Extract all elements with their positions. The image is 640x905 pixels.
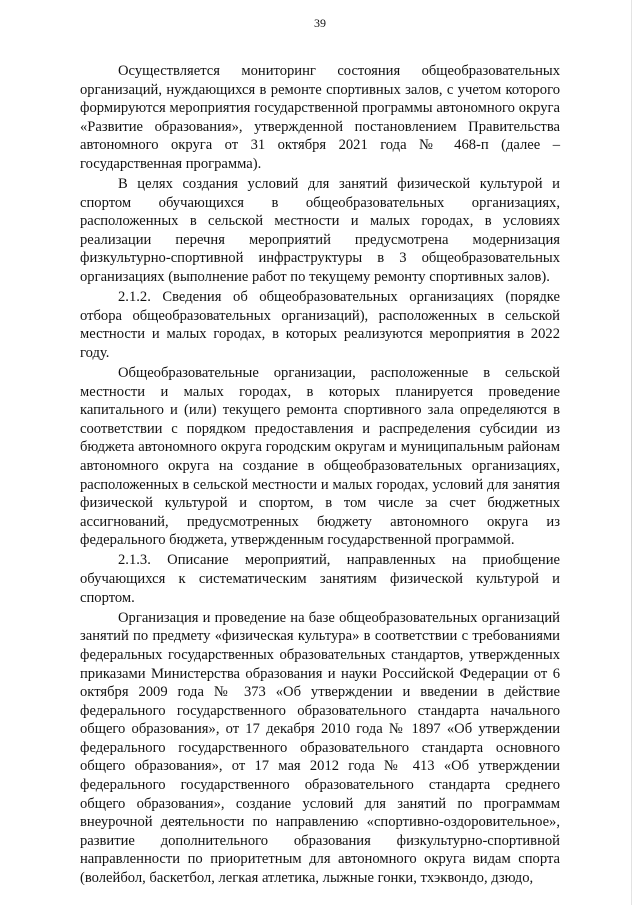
- page-number: 39: [314, 16, 326, 30]
- paragraph-conditions: В целях создания условий для занятий физической культурой и спортом обучающихся в общеобразовательных организациях, расположенных в сельской местности и малых городах, в условиях реализации перечня мероприятий предусмотрена модернизация физкультурно-спортивной инфраструктуры в 3 общеобразовательных организациях (выполнение работ по текущему ремонту спортивных залов).: [80, 176, 560, 286]
- paragraph-organization-and-conduct: Организация и проведение на базе общеобразовательных организаций занятий по предмету «физическая культура» в соответствии с требованиями федеральных государственных образовательных стандартов, утвержденных приказами Министерства образования и науки Российской Федерации от 6 октября 2009 года № 373 «Об утверждении и введении в действие федерального государственного образовательного стандарта начального общего образования», от 17 декабря 2010 года № 1897 «Об утверждении федерального государственного образовательного стандарта основного общего образования», от 17 мая 2012 года № 413 «Об утверждении федерального государственного образовательного стандарта среднего общего образования», создание условий для занятий по программам внеурочной деятельности по направлению «спортивно-оздоровительное», развитие дополнительного образования физкультурно-спортивной направленности по приоритетным для автономного округа видам спорта (волейбол, баскетбол, легкая атлетика, лыжные гонки, тхэквондо, дзюдо,: [80, 609, 560, 887]
- paragraph-section-2-1-2: 2.1.2. Сведения об общеобразовательных организациях (порядке отбора общеобразовательных организаций), расположенных в сельской местности и малых городах, в которых реализуются мероприятия в 2022 году.: [80, 289, 560, 361]
- paragraph-monitoring: Осуществляется мониторинг состояния общеобразовательных организаций, нуждающихся в ремонте спортивных залов, с учетом которого формируются мероприятия государственной программы автономного округа «Развитие образования», утвержденной постановлением Правительства автономного округа от 31 октября 2021 года № 468-п (далее – государственная программа).: [80, 63, 560, 172]
- scan-edge-line: [631, 0, 632, 905]
- paragraph-section-2-1-3: 2.1.3. Описание мероприятий, направленных на приобщение обучающихся к систематическим занятиям физической культурой и спортом.: [80, 552, 560, 606]
- document-body: [80, 62, 560, 888]
- paragraph-organizations: Общеобразовательные организации, расположенные в сельской местности и малых городах, в которых планируется проведение капитального и (или) текущего ремонта спортивного зала определяются в соответствии с порядком предоставления и распределения субсидии из бюджета автономного округа городским округам и муниципальным районам автономного округа на создание в общеобразовательных организациях, расположенных в сельской местности и малых городах, условий для занятия физической культурой и спортом, в том числе за счет бюджетных ассигнований, предусмотренных бюджету автономного округа из федерального бюджета, утвержденным государственной программой.: [80, 365, 560, 549]
